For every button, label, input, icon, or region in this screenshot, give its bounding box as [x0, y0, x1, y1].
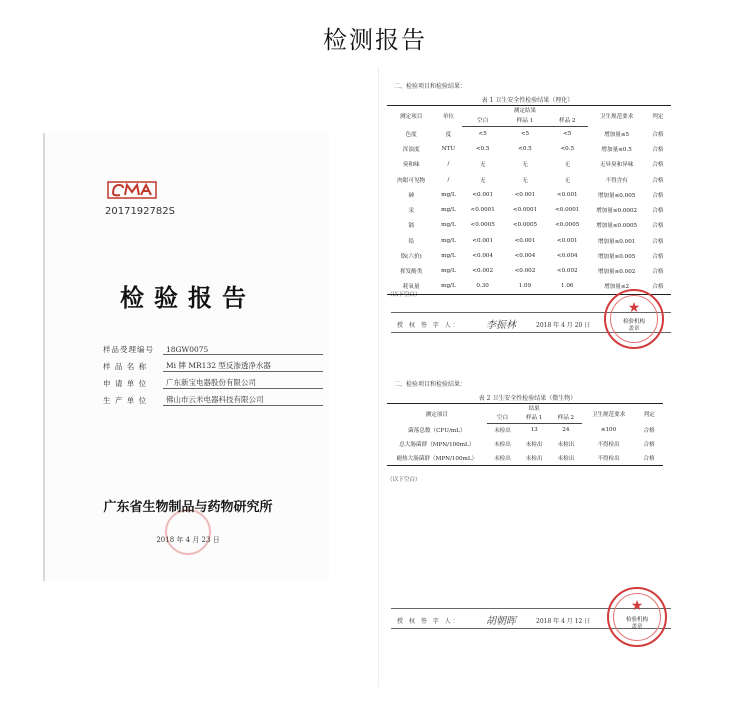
- microbio-results-table: [387, 403, 663, 466]
- table-row: [387, 248, 671, 263]
- table-row: [387, 202, 671, 217]
- signature: 胡朝晖: [486, 616, 516, 627]
- cell-unit: mg/L: [441, 253, 456, 260]
- cell-blank: <0.001: [472, 237, 493, 244]
- cell-verdict: 合格: [652, 223, 664, 230]
- signature-date: 2018 年 4 月 20 日: [536, 322, 591, 329]
- cell-blank: 未检出: [487, 451, 519, 465]
- cell-unit: /: [447, 176, 450, 183]
- col-header-sample1: 样品 1: [518, 412, 550, 423]
- cell-s2: <0.002: [556, 268, 578, 275]
- cell-verdict: 合格: [652, 208, 664, 215]
- cell-s2: 24: [562, 427, 570, 434]
- cover-fields: [103, 338, 323, 406]
- signatory-label: 授 权 签 字 人：: [397, 322, 461, 329]
- field-value: 广东新宝电器股份有限公司: [163, 377, 323, 389]
- cell-s1: <0.004: [514, 253, 536, 260]
- table-row: [387, 423, 663, 437]
- col-header-sample2: 样品 2: [546, 114, 588, 126]
- blank-note: （以下空白）: [387, 477, 421, 483]
- cell-verdict: 合格: [635, 451, 663, 465]
- cell-req: 增加量≤0.005: [597, 192, 636, 199]
- table-row: [387, 172, 671, 187]
- cell-unit: mg/L: [441, 268, 456, 275]
- table2-caption: 表 2 卫生安全性检验结果（微生物）: [478, 395, 577, 402]
- cell-s2: <0.0005: [555, 222, 580, 229]
- cell-s1: <0.0005: [512, 222, 538, 229]
- col-header-blank: 空白: [487, 412, 519, 423]
- cell-s2: 无: [564, 177, 571, 184]
- cell-verdict: 合格: [643, 428, 655, 434]
- col-header-unit: 单位: [435, 106, 461, 127]
- cell-req: 增加量≤0.001: [597, 238, 636, 245]
- cell-req: 不得检出: [582, 451, 636, 465]
- cell-verdict: 合格: [645, 279, 671, 294]
- col-header-item: 测定项目: [387, 106, 435, 127]
- cell-verdict: 合格: [652, 238, 664, 245]
- signatory-label: 授 权 签 字 人：: [397, 618, 461, 625]
- cell-req: 增加量≤2: [588, 279, 644, 294]
- cell-s1: 13: [530, 427, 538, 434]
- field-value: Mi 牌 MR132 型反渗透净水器: [163, 360, 323, 372]
- cell-verdict: 合格: [643, 442, 655, 448]
- col-header-requirement: 卫生规范要求: [588, 106, 644, 127]
- table-row: [387, 141, 671, 156]
- cell-unit: NTU: [441, 145, 456, 152]
- cell-blank: <0.5: [475, 145, 490, 152]
- table-row: [387, 437, 663, 451]
- cell-item: 菌落总数（CFU/mL）: [408, 428, 466, 434]
- cell-s2: 未检出: [550, 451, 582, 465]
- cell-blank: <0.002: [472, 268, 493, 275]
- field-label: 生 产 单 位: [103, 396, 148, 405]
- cell-blank: 未检出: [494, 442, 511, 448]
- field-label: 申 请 单 位: [103, 379, 148, 388]
- cell-item: 汞: [408, 208, 414, 215]
- table-row: [387, 126, 671, 141]
- cell-item: 总大肠菌群（MPN/100mL）: [399, 442, 475, 448]
- col-header-verdict: 判定: [645, 106, 671, 127]
- table-row: [387, 218, 671, 233]
- cell-s1: <0.0001: [512, 207, 538, 214]
- page-title: 检测报告: [323, 26, 427, 54]
- cover-title: 检验报告: [120, 283, 256, 312]
- cell-s2: <0.001: [556, 191, 578, 198]
- table1-caption: 表 1 卫生安全性检验结果（理化）: [481, 97, 574, 104]
- field-manufacturer: [103, 389, 323, 406]
- cell-req: 不得含有: [605, 177, 628, 184]
- cell-s2: 未检出: [557, 442, 575, 448]
- cell-verdict: 合格: [652, 131, 664, 138]
- cover-date: 2018 年 4 月 23 日: [156, 536, 220, 544]
- signature-date: 2018 年 4 月 12 日: [536, 618, 591, 625]
- cell-s2: <0.5: [560, 145, 575, 152]
- signature: 李振林: [486, 320, 516, 331]
- cell-item: 镉: [408, 223, 414, 230]
- cell-item: 色度: [405, 131, 417, 138]
- cell-s1: 1.09: [504, 279, 546, 294]
- cell-req: 无异臭和异味: [599, 162, 634, 169]
- cell-item: 砷: [408, 192, 414, 199]
- col-header-sample2: 样品 2: [550, 412, 582, 423]
- field-sample-number: [103, 338, 323, 355]
- cell-unit: mg/L: [435, 279, 461, 294]
- cell-s2: 无: [564, 162, 571, 169]
- cell-s1: <0.002: [514, 268, 536, 275]
- field-label: 样品受理编号: [103, 345, 154, 354]
- cell-verdict: 合格: [652, 162, 664, 169]
- cell-blank: 未检出: [494, 428, 511, 435]
- col-header-requirement: 卫生规范要求: [582, 404, 636, 424]
- cell-item: 耐热大肠菌群（MPN/100mL）: [387, 451, 487, 465]
- cell-req: 增加量≤0.005: [597, 254, 636, 261]
- cell-s2: <0.0001: [555, 207, 580, 214]
- field-applicant: [103, 372, 323, 389]
- cell-item: 铅: [408, 238, 414, 245]
- cell-verdict: 合格: [652, 269, 664, 276]
- table-row: [387, 233, 671, 248]
- col-header-verdict: 判定: [635, 404, 663, 424]
- cell-s2: <5: [563, 130, 572, 137]
- field-label: 样 品 名 称: [103, 362, 148, 371]
- col-header-item: 测定项目: [387, 404, 487, 424]
- cell-s1: 无: [522, 177, 528, 184]
- cell-item: 耗氧量: [387, 279, 435, 294]
- cell-blank: 0.30: [462, 279, 504, 294]
- cell-unit: mg/L: [441, 222, 456, 229]
- cell-blank: 无: [479, 162, 486, 169]
- cell-unit: 度: [445, 131, 452, 138]
- cell-req: 增加量≤5: [604, 131, 630, 138]
- cell-s1: <5: [520, 130, 530, 137]
- field-value: 佛山市云米电器科技有限公司: [163, 394, 323, 406]
- col-header-results: 测定结果: [462, 106, 589, 115]
- cell-s1: 未检出: [518, 451, 550, 465]
- cell-item: 浑浊度: [402, 146, 420, 153]
- cell-blank: <0.0001: [470, 207, 495, 214]
- cell-req: 增加量≤0.0005: [596, 223, 638, 230]
- report-results-sheet: [378, 67, 675, 687]
- cma-logo-icon: [105, 179, 159, 201]
- cell-blank: <5: [478, 130, 487, 137]
- seal-text: 检验机构 盖章: [625, 617, 648, 630]
- cell-req: 不得检出: [597, 442, 620, 448]
- physchem-results-table: [387, 105, 671, 295]
- cell-verdict: 合格: [652, 146, 664, 153]
- cell-blank: <0.001: [472, 191, 493, 198]
- cell-s2: <0.001: [556, 237, 578, 244]
- cell-req: 增加量≤0.5: [601, 146, 632, 153]
- field-value: 18GW0075: [163, 345, 323, 355]
- report-cover-sheet: [43, 133, 329, 581]
- cell-req: ≤100: [600, 427, 617, 433]
- col-header-sample1: 样品 1: [504, 114, 546, 126]
- cell-req: 增加量≤0.0002: [596, 208, 638, 215]
- cell-blank: <0.0005: [470, 222, 495, 229]
- cell-item: 铬(六价): [400, 254, 422, 261]
- cell-unit: /: [447, 161, 450, 168]
- table-row: [387, 187, 671, 202]
- table-row: [387, 157, 671, 172]
- cell-unit: mg/L: [441, 191, 456, 198]
- cell-s2: <0.004: [556, 253, 578, 260]
- cell-s1: <0.5: [518, 145, 532, 152]
- cell-s1: <0.001: [514, 237, 536, 244]
- cell-req: 增加量≤0.002: [597, 269, 636, 276]
- cell-item: 臭和味: [402, 162, 420, 169]
- official-seal-icon: ★ 检验机构 盖章: [607, 587, 667, 647]
- cell-blank: 无: [479, 177, 486, 184]
- field-sample-name: [103, 355, 323, 372]
- cell-verdict: 合格: [652, 192, 664, 199]
- cell-unit: mg/L: [441, 207, 456, 214]
- col-header-blank: 空白: [462, 114, 504, 126]
- cell-unit: mg/L: [441, 237, 456, 244]
- blank-note: （以下空白）: [387, 292, 421, 298]
- cell-s1: 未检出: [525, 442, 543, 448]
- section-heading-2: 二、检验项目和检验结果：: [394, 381, 467, 388]
- cell-blank: <0.004: [472, 253, 493, 260]
- cell-s1: <0.001: [514, 191, 536, 198]
- certificate-number: 2017192782S: [105, 206, 175, 217]
- table-row: [387, 264, 671, 279]
- faded-seal-icon: [165, 509, 211, 555]
- official-seal-icon: ★ 检验机构 盖章: [604, 289, 664, 349]
- issuing-institute: 广东省生物制品与药物研究所: [103, 500, 273, 515]
- cell-item: 挥发酚类: [399, 269, 423, 276]
- seal-text: 检验机构 盖章: [622, 319, 645, 332]
- table-row: [387, 451, 663, 465]
- cell-verdict: 合格: [652, 177, 664, 184]
- cell-s2: 1.06: [546, 279, 588, 294]
- col-header-results: 结果: [487, 404, 582, 413]
- section-heading-1: 二、检验项目和检验结果：: [394, 83, 467, 90]
- cell-s1: 无: [522, 162, 528, 169]
- cell-item: 肉眼可见物: [397, 177, 426, 184]
- cell-verdict: 合格: [652, 254, 664, 261]
